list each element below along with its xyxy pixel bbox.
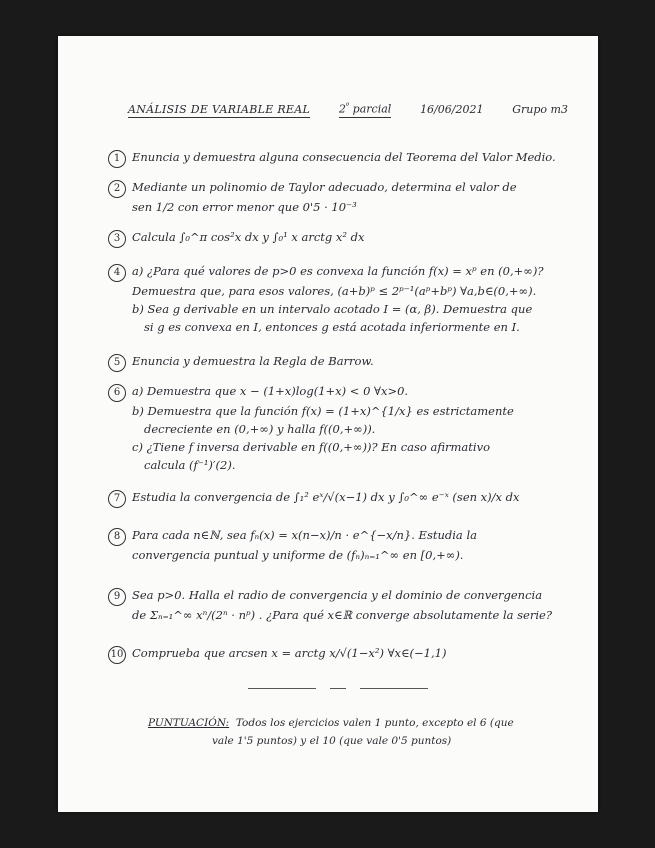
- exam-header: [128, 102, 568, 118]
- exercise-number: 2: [108, 180, 126, 198]
- exercise-text: Estudia la convergencia de ∫₁² eˣ/√(x−1) dx y ∫₀^∞ e⁻ˣ (sen x)/x dx: [132, 490, 520, 504]
- scoring-label: PUNTUACIÓN:: [148, 717, 230, 729]
- divider-line: [360, 688, 428, 689]
- exercise-number: 5: [108, 354, 126, 372]
- scoring-text: vale 1'5 puntos) y el 10 (que vale 0'5 puntos): [212, 735, 452, 747]
- exercise-number: 3: [108, 230, 126, 248]
- exam-group: Grupo m3: [512, 102, 568, 116]
- exercise-number: 10: [108, 646, 126, 664]
- exam-sheet: [58, 36, 598, 812]
- exercise-number: 6: [108, 384, 126, 402]
- exercise-4: [108, 262, 578, 336]
- exercise-text: si g es convexa en I, entonces g está acotada inferiormente en I.: [144, 320, 520, 334]
- exercise-5: [108, 352, 578, 372]
- exam-date: 16/06/2021: [420, 102, 484, 116]
- exercise-7: [108, 488, 578, 508]
- exercise-text: b) Sea g derivable en un intervalo acotado I = (α, β). Demuestra que: [132, 302, 533, 316]
- exercise-text: Calcula ∫₀^π cos²x dx y ∫₀¹ x arctg x² dx: [132, 230, 365, 244]
- exercise-number: 8: [108, 528, 126, 546]
- exercise-number: 1: [108, 150, 126, 168]
- exercise-text: decreciente en (0,+∞) y halla f((0,+∞)).: [144, 422, 376, 436]
- subject-title: ANÁLISIS DE VARIABLE REAL: [128, 102, 311, 116]
- partial-word: parcial: [352, 102, 392, 116]
- exercise-8: [108, 526, 578, 564]
- exercise-text: Enuncia y demuestra la Regla de Barrow.: [132, 354, 374, 368]
- divider-line: [330, 688, 346, 689]
- exercise-3: [108, 228, 578, 248]
- scoring-note: [148, 714, 568, 750]
- exercise-number: 7: [108, 490, 126, 508]
- exercise-text: Mediante un polinomio de Taylor adecuado, determina el valor de: [132, 180, 517, 194]
- exercise-text: calcula (f⁻¹)′(2).: [144, 458, 236, 472]
- exercise-text: Sea p>0. Halla el radio de convergencia y el dominio de convergencia: [132, 588, 543, 602]
- divider-line: [248, 688, 316, 689]
- exercise-text: Demuestra que, para esos valores, (a+b)ᵖ ≤ 2ᵖ⁻¹(aᵖ+bᵖ) ∀a,b∈(0,+∞).: [132, 284, 537, 298]
- partial-label: [339, 102, 391, 118]
- exercise-number: 4: [108, 264, 126, 282]
- scoring-text: Todos los ejercicios valen 1 punto, excepto el 6 (que: [235, 717, 514, 729]
- exercise-number: 9: [108, 588, 126, 606]
- exercise-9: [108, 586, 578, 624]
- exercise-text: Para cada n∈ℕ, sea fₙ(x) = x(n−x)/n · e^{−x/n}. Estudia la: [132, 528, 477, 542]
- exercise-1: [108, 148, 578, 168]
- exercise-2: [108, 178, 578, 216]
- partial-ordinal: º: [345, 102, 350, 110]
- exercise-text: b) Demuestra que la función f(x) = (1+x)^{1/x} es estrictamente: [132, 404, 514, 418]
- exercise-text: sen 1/2 con error menor que 0'5 · 10⁻³: [132, 200, 357, 214]
- exercise-text: convergencia puntual y uniforme de (fₙ)ₙ₌₁^∞ en [0,+∞).: [132, 548, 464, 562]
- exercise-text: de Σₙ₌₁^∞ xⁿ/(2ⁿ · nᵖ) . ¿Para qué x∈ℝ converge absolutamente la serie?: [132, 608, 553, 622]
- exercise-text: Comprueba que arcsen x = arctg x/√(1−x²) ∀x∈(−1,1): [132, 646, 447, 660]
- partial-number: 2: [338, 102, 346, 116]
- exercise-10: [108, 644, 578, 664]
- exercise-6: [108, 382, 578, 474]
- exercise-text: a) Demuestra que x − (1+x)log(1+x) < 0 ∀x>0.: [132, 384, 409, 398]
- exercise-text: a) ¿Para qué valores de p>0 es convexa la función f(x) = xᵖ en (0,+∞)?: [132, 264, 544, 278]
- exercise-text: Enuncia y demuestra alguna consecuencia del Teorema del Valor Medio.: [132, 150, 556, 164]
- exercise-text: c) ¿Tiene f inversa derivable en f((0,+∞))? En caso afirmativo: [132, 440, 490, 454]
